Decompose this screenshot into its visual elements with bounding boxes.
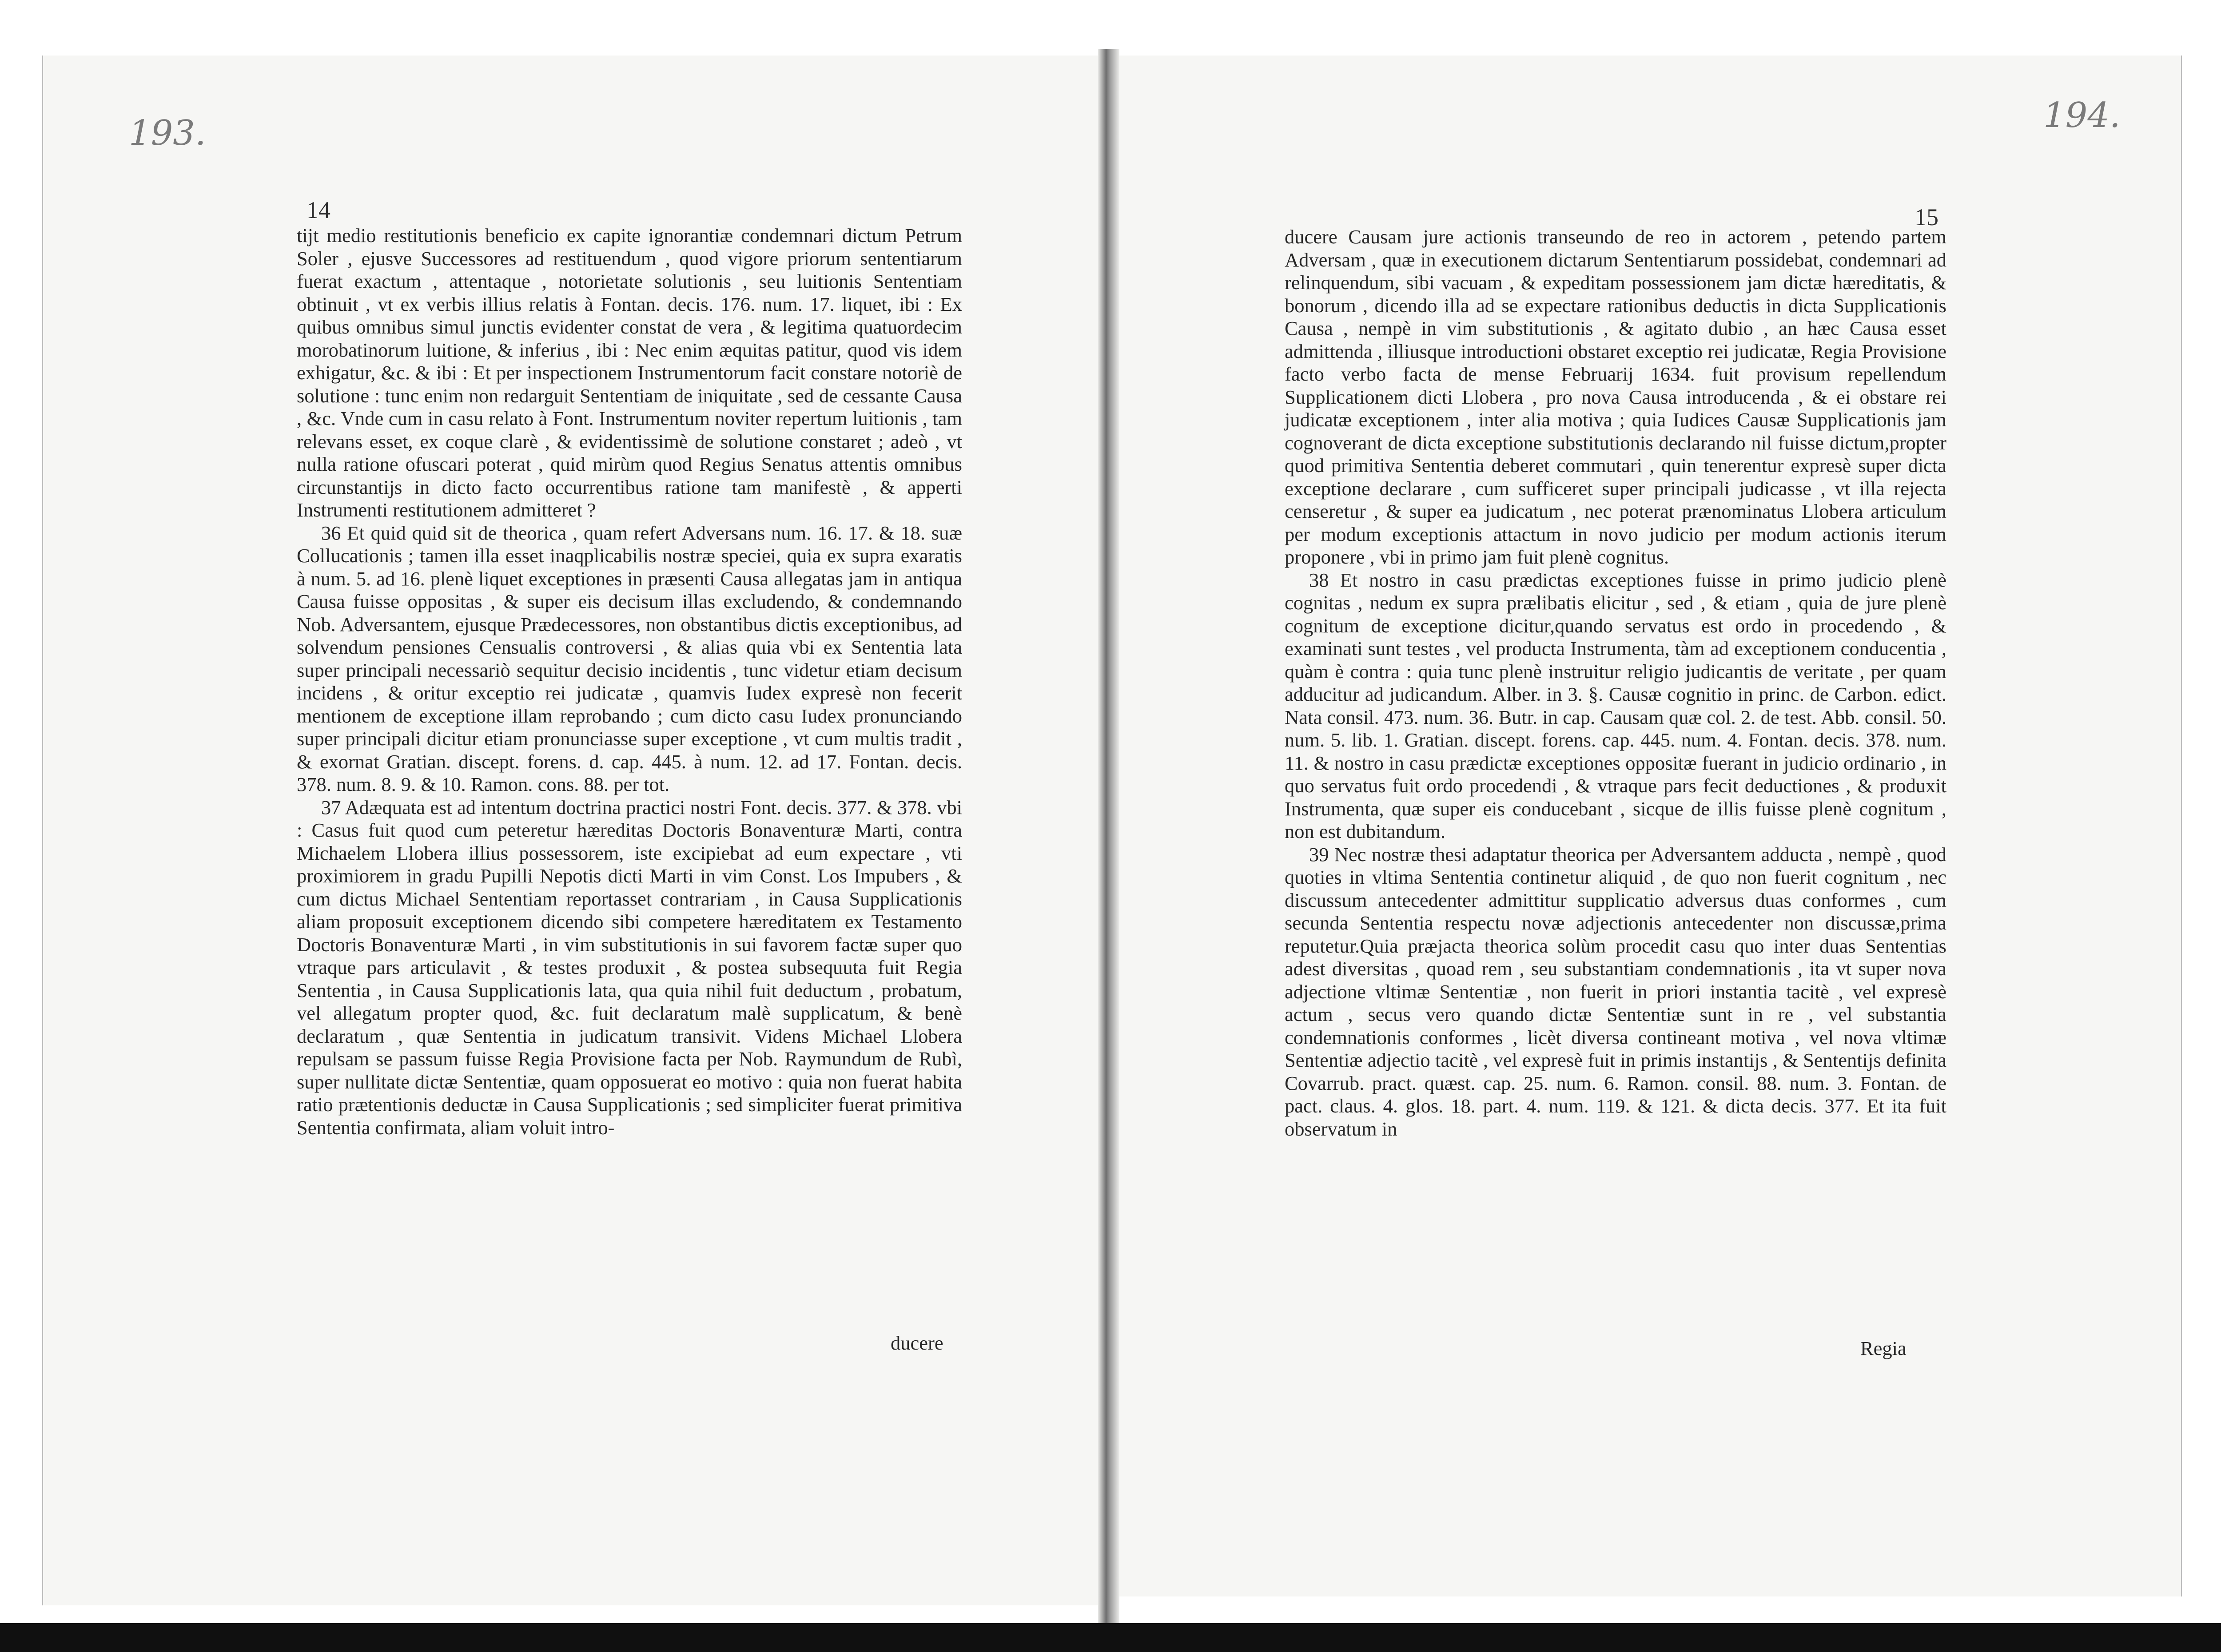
left-catchword: ducere bbox=[891, 1332, 943, 1354]
left-paragraph-36: 36 Et quid quid sit de theorica , quam refert Adversans num. 16. 17. & 18. suæ Collucationis ; tamen illa esset inaqplicabilis nostræ speciei, quia ex supra exaratis à num. 5. ad 16. plenè liquet exceptiones in præsenti Causa allegatas jam in antiqua Causa fuisse oppositas , & super eis decisum illas excludendo, & condemnando Nob. Adversantem, ejusque Prædecessores, non obstantibus dictis exceptionibus, ad solvendum pensiones Censualis controversi , & alias quia vbi ex Sententia lata super principali necessariò sequitur decisio incidentis , tunc videtur etiam decisum incidens , & oritur exceptio rei judicatæ , quamvis Iudex expresè non fecerit mentionem de exceptione illam reprobando ; cum dicto casu Iudex pronunciando super principali dicitur etiam pronunciasse super exceptione , vt cum multis tradit , & exornat Gratian. discept. forens. d. cap. 445. à num. 12. ad 17. Fontan. decis. 378. num. 8. 9. & 10. Ramon. cons. 88. per tot. bbox=[297, 521, 962, 795]
book-gutter bbox=[1098, 49, 1119, 1630]
left-paragraph-37: 37 Adæquata est ad intentum doctrina practici nostri Font. decis. 377. & 378. vbi : Casus fuit quod cum peteretur hæreditas Doctoris Bonaventuræ Marti, contra Michaelem Llobera illius possessorem, iste excipiebat ad eum expectare , vti proximiorem in gradu Pupilli Nepotis dicti Marti in vim Const. Los Impubers , & cum dictus Michael Sententiam reportasset contrariam , in Causa Supplicationis aliam proposuit exceptionem dicendo sibi competere hæreditatem ex Testamento Doctoris Bonaventuræ Marti , in vim substitutionis in sui favorem factæ super quo vtraque pars articulavit , & testes produxit , & postea subsequuta fuit Regia Sententia , in Causa Supplicationis lata, qua quia nihil fuit deductum , probatum, vel allegatum propter quod, &c. fuit declaratum malè supplicatum, & benè declaratum , quæ Sententia in judicatum transivit. Videns Michael Llobera repulsam se passum fuisse Regia Provisione facta per Nob. Raymundum de Rubì, super nullitate dictæ Sententiæ, quam opposuerat eo motivo : quia non fuerat habita ratio prætentionis deductæ in Causa Supplicationis ; sed simpliciter fuerat primitiva Sententia confirmata, aliam voluit intro- bbox=[297, 796, 962, 1139]
right-paragraph-1: ducere Causam jure actionis transeundo de reo in actorem , petendo partem Adversam , quæ in executionem dictarum Sententiarum possidebat, condemnari ad relinquendum, sibi vacuam , & expeditam possessionem jam dictæ hæreditatis, & bonorum , dicendo illa ad se expectare rationibus deductis in dicta Supplicationis Causa , nempè in vim substitutionis , & agitato dubio , an hæc Causa esset admittenda , illiusque introductioni obstaret exceptio rei judicatæ, Regia Provisione facto verbo facta de mense Februarij 1634. fuit provisum repellendum Supplicationem dicti Llobera , pro nova Causa introducenda , & ei obstare rei judicatæ exceptionem , inter alia motiva ; quia Iudices Causæ Supplicationis jam cognoverant de dicta exceptione substitutionis declarando nil fuisse dictum,propter quod primitiva Sententia deberet commutari , quin tenerentur expresè super dicta exceptione declarare , cum sufficeret super principali judicasse , vt illa rejecta censeretur , & super ea judicatum , nec poterat prænominatus Llobera articulum per modum exceptionis attactum in novo judicio per modum actionis iterum proponere , vbi in primo jam fuit plenè cognitus. bbox=[1285, 226, 1946, 568]
scan-border bbox=[0, 1623, 2221, 1652]
right-folio-handwritten: 194. bbox=[2043, 95, 2121, 135]
right-catchword: Regia bbox=[1860, 1337, 1907, 1359]
left-folio-handwritten: 193. bbox=[129, 113, 206, 153]
left-page-number: 14 bbox=[306, 197, 330, 223]
right-paragraph-38: 38 Et nostro in casu prædictas exceptiones fuisse in primo judicio plenè cognitas , nedum ex supra prælibatis elicitur , sed , & etiam , quia de jure plenè cognitum de exceptione dicitur,quando servatus est ordo in procedendo , & examinati sunt testes , vel producta Instrumenta, tàm ad exceptionem conducentia , quàm è contra : quia tunc plenè instruitur religio judicantis de veritate , per quam adducitur ad judicandum. Alber. in 3. §. Causæ cognitio in princ. de Carbon. edict. Nata consil. 473. num. 36. Butr. in cap. Causam quæ col. 2. de test. Abb. consil. 50. num. 5. lib. 1. Gratian. discept. forens. cap. 445. num. 4. Fontan. decis. 378. num. 11. & nostro in casu prædictæ exceptiones oppositæ fuerant in judicio ordinario , in quo servatus fuit ordo procedendi , & vtraque pars fecit deductiones , & produxit Instrumenta, quæ super eis conducebant , sicque de illis fuisse plenè cognitum , non est dubitandum. bbox=[1285, 568, 1946, 842]
right-paragraph-39: 39 Nec nostræ thesi adaptatur theorica per Adversantem adducta , nempè , quod quoties in vltima Sententia continetur aliquid , de quo non fuerit cognitum , nec discussum antecedenter admittitur supplicatio adversus duas conformes , cum secunda Sententia respectu novæ adjectionis antecedenter non discussæ,prima reputetur.Quia præjacta theorica solùm procedit casu quo inter duas Sententias adest diversitas , quoad rem , seu substantiam condemnationis , ita vt super nova adjectione vltimæ Sententiæ , non fuerit in priori instantia tacitè , vel expresè actum , secus vero quando dictæ Sententiæ sunt in re , vel substantia condemnationis conformes , licèt diversa contineant motiva , vel nova vltimæ Sententiæ adjectio tacitè , vel expresè fuit in primis instantijs , & Sententijs definita Covarrub. pract. quæst. cap. 25. num. 6. Ramon. consil. 88. num. 3. Fontan. de pact. claus. 4. glos. 18. part. 4. num. 119. & 121. & dicta decis. 377. Et ita fuit observatum in bbox=[1285, 843, 1946, 1140]
left-body-text bbox=[297, 224, 962, 1139]
right-page-number: 15 bbox=[1915, 204, 1938, 230]
right-body-text bbox=[1285, 226, 1946, 1140]
left-paragraph-1: tijt medio restitutionis beneficio ex capite ignorantiæ condemnari dictum Petrum Soler , ejusve Successores ad restituendum , quod vigore priorum sententiarum fuerat exactum , attentaque , notorietate solutionis , seu luitionis Sententiam obtinuit , vt ex verbis illius relatis à Fontan. decis. 176. num. 17. liquet, ibi : Ex quibus omnibus simul junctis evidenter constat de vera , & legitima quatuordecim morobatinorum luitione, & inferius , ibi : Nec enim æquitas patitur, quod vis idem exhigatur, &c. & ibi : Et per inspectionem Instrumentorum facit constare notoriè de solutione : tunc enim non redarguit Sententiam de iniquitate , sed de cessante Causa , &c. Vnde cum in casu relato à Font. Instrumentum noviter repertum luitionis , tam relevans esset, ex coque clarè , & evidentissimè de solutione constaret ; adeò , vt nulla ratione ofuscari poterat , quid mirùm quod Regius Senatus attentis omnibus circunstantijs in dicto facto occurrentibus ratione tam manifestè , & apperti Instrumenti restitutionem admitteret ? bbox=[297, 224, 962, 521]
